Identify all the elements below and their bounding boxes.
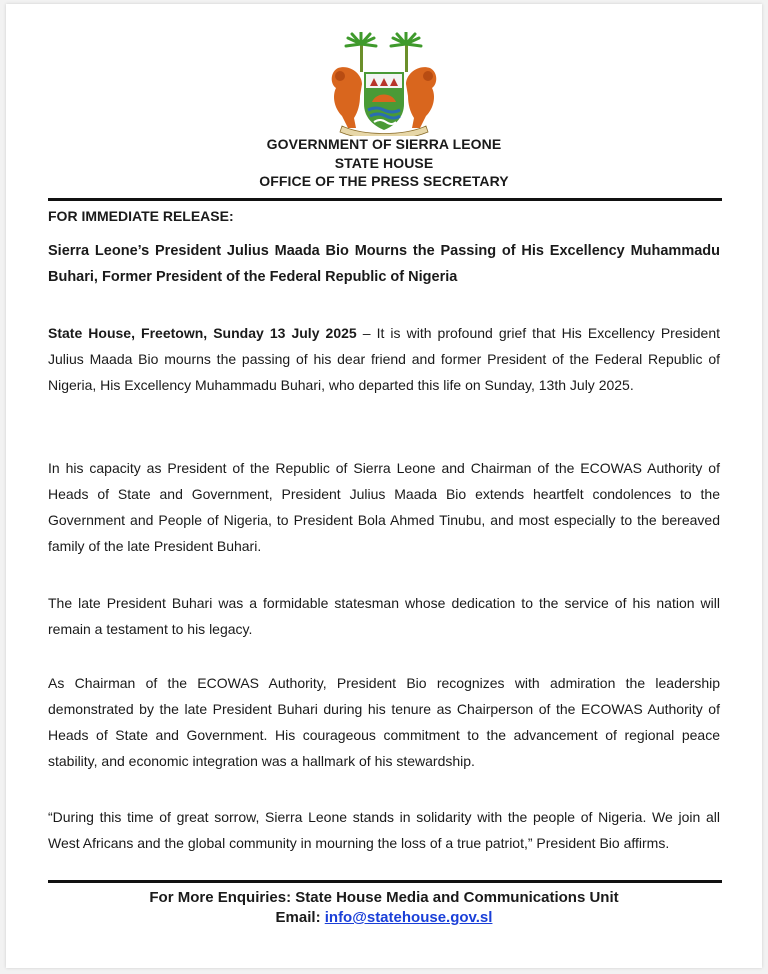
headline: Sierra Leone’s President Julius Maada Bio Mourns the Passing of His Excellency Muhammadu Buhari, Former President of the Federal Republic of Nigeria — [48, 243, 720, 285]
footer-enquiries: For More Enquiries: State House Media and Communications Unit — [149, 889, 619, 906]
footer-email-line — [0, 909, 768, 926]
palm-tree-right — [391, 32, 421, 72]
paragraph-1 — [48, 320, 720, 398]
header-government: GOVERNMENT OF SIERRA LEONE — [266, 136, 502, 152]
bottom-divider — [48, 880, 722, 883]
top-divider — [48, 198, 722, 201]
paragraph-4: As Chairman of the ECOWAS Authority, President Bio recognizes with admiration the leadership demonstrated by the late President Buhari during his tenure as Chairperson of the ECOWAS Authority of Heads of State and Government. His courageous commitment to the advancement of regional peace stability, and economic integration was a hallmark of his stewardship. — [48, 675, 720, 769]
paragraph-5: “During this time of great sorrow, Sierra Leone stands in solidarity with the people of Nigeria. We join all West Africans and the global community in mourning the loss of a true patriot,” President Bio affirms. — [48, 809, 720, 851]
header-state-house: STATE HOUSE — [334, 155, 434, 171]
email-label: Email: — [275, 909, 325, 926]
paragraph-3: The late President Buhari was a formidable statesman whose dedication to the service of his nation will remain a testament to his legacy. — [48, 595, 720, 637]
paragraph-1-text: – It is with profound grief that His Excellency President Julius Maada Bio mourns the passing of his dear friend and former President of the Federal Republic of Nigeria, His Excellency Muhammadu Buhari, who departed this life on Sunday, 13th July 2025. — [48, 325, 720, 393]
release-label: FOR IMMEDIATE RELEASE: — [48, 208, 234, 224]
palm-tree-left — [346, 32, 376, 72]
email-link[interactable]: info@statehouse.gov.sl — [324, 909, 493, 926]
header-press-office: OFFICE OF THE PRESS SECRETARY — [259, 173, 509, 189]
shield — [364, 72, 404, 130]
dateline: State House, Freetown, Sunday 13 July 2025 — [48, 325, 357, 341]
sierra-leone-coat-of-arms-icon — [324, 32, 444, 136]
paragraph-2: In his capacity as President of the Republic of Sierra Leone and Chairman of the ECOWAS Authority of Heads of State and Government, President Julius Maada Bio extends heartfelt condolences to the Government and People of Nigeria, to President Bola Ahmed Tinubu, and most especially to the bereaved family of the late President Buhari. — [48, 460, 720, 554]
